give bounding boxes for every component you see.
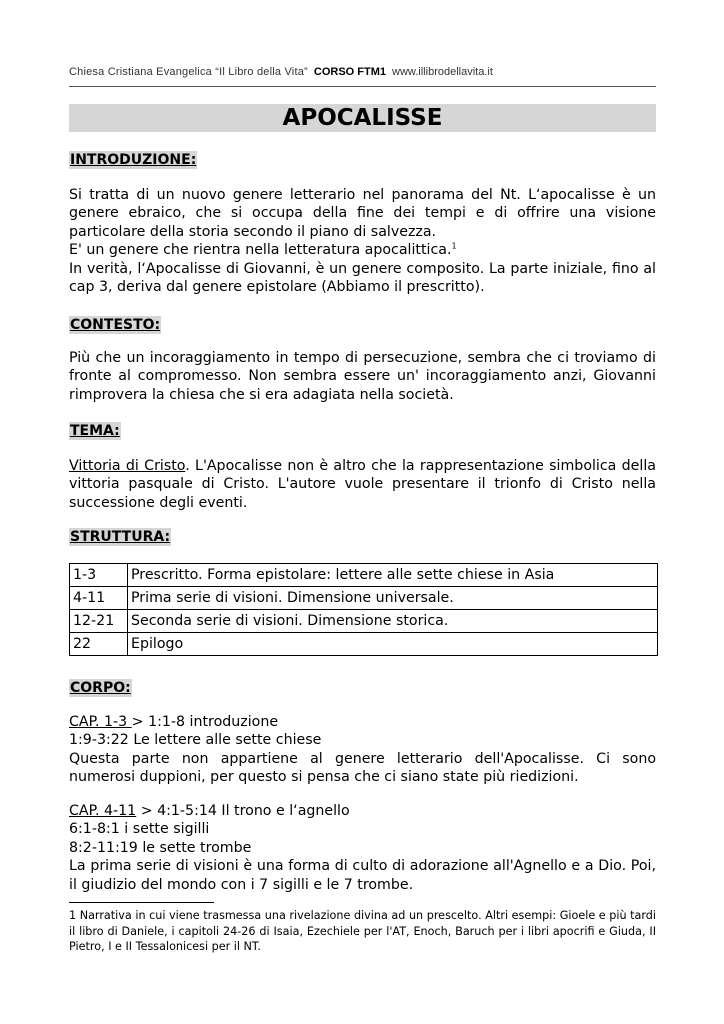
table-cell-desc: Seconda serie di visioni. Dimensione storica.	[128, 610, 658, 633]
heading-corpo: CORPO:	[70, 680, 131, 696]
footnote-num: 1	[69, 909, 77, 922]
footnote-ref[interactable]: 1	[451, 241, 457, 251]
table-cell-range: 22	[70, 633, 128, 656]
contesto-text	[69, 349, 656, 404]
header-course: CORSO FTM1	[313, 66, 387, 78]
table-row	[70, 633, 658, 656]
table-cell-desc: Prima serie di visioni. Dimensione universale.	[128, 587, 658, 610]
page-header	[69, 66, 656, 87]
cap1-intro: > 1:1-8 introduzione	[131, 714, 279, 730]
header-site: www.illibrodellavita.it	[392, 66, 493, 78]
cap2-line3: 8:2-11:19 le sette trombe	[69, 839, 252, 856]
footnote-divider	[69, 902, 214, 903]
cap2-label: CAP. 4-11	[69, 803, 137, 819]
struttura-table	[69, 563, 658, 656]
cap1-label: CAP. 1-3	[69, 714, 132, 730]
heading-struttura: STRUTTURA:	[70, 529, 171, 545]
footnote	[69, 908, 656, 955]
table-cell-desc: Epilogo	[128, 633, 658, 656]
cap2-intro: > 4:1-5:14 Il trono e l‘agnello	[136, 803, 350, 819]
table-row	[70, 587, 658, 610]
corpo-cap2	[69, 802, 656, 894]
heading-introduzione: INTRODUZIONE:	[70, 152, 197, 168]
heading-contesto: CONTESTO:	[70, 317, 161, 333]
tema-text	[69, 457, 656, 512]
heading-tema: TEMA:	[70, 423, 120, 439]
contesto-p1: Più che un incoraggiamento in tempo di persecuzione, sembra che ci troviamo di fronte al compromesso. Non sembra essere un' incoraggiamento anzi, Giovanni rimprovera la chiesa che si era adagiata nella società.	[69, 350, 656, 403]
corpo-cap1	[69, 713, 656, 787]
table-cell-range: 4-11	[70, 587, 128, 610]
introduzione-p1: Si tratta di un nuovo genere letterario nel panorama del Nt. L‘apocalisse è un genere ebraico, che si occupa della fine dei tempi e di offrire una visione particolare della storia secondo il piano di salvezza.	[69, 187, 656, 240]
tema-p1	[69, 457, 656, 512]
table-cell-range: 12-21	[70, 610, 128, 633]
introduzione-text	[69, 186, 656, 296]
cap1-text: Questa parte non appartiene al genere letterario dell'Apocalisse. Ci sono numerosi duppioni, per questo si pensa che ci siano state più riedizioni.	[69, 750, 656, 786]
cap2-line2: 6:1-8:1 i sette sigilli	[69, 821, 210, 838]
tema-rest: . L'Apocalisse non è altro che la rappresentazione simbolica della vittoria pasquale di Cristo. L'autore vuole presentare il trionfo di Cristo nella successione degli eventi.	[69, 458, 656, 511]
introduzione-p2-text: E' un genere che rientra nella letteratura apocalittica.	[69, 242, 452, 259]
cap2-text: La prima serie di visioni è una forma di culto di adorazione all'Agnello e a Dio. Poi, il giudizio del mondo con i 7 sigilli e le 7 trombe.	[69, 858, 656, 893]
table-cell-desc: Prescritto. Forma epistolare: lettere alle sette chiese in Asia	[128, 564, 658, 587]
cap1-line1	[69, 713, 656, 731]
header-church: Chiesa Cristiana Evangelica “Il Libro della Vita”	[69, 66, 308, 78]
introduzione-p2	[69, 241, 656, 259]
cap2-line1	[69, 802, 656, 820]
table-row	[70, 564, 658, 587]
tema-underlined: Vittoria di Cristo	[69, 458, 186, 474]
footnote-body: Narrativa in cui viene trasmessa una rivelazione divina ad un prescelto. Altri esempi: Gioele e più tardi il libro di Daniele, i capitoli 24-26 di Isaia, Ezechiele per l'AT, Enoch, Baruch per i libri apocrifi e Giuda, II Pietro, I e II Tessalonicesi per il NT.	[69, 909, 656, 953]
table-cell-range: 1-3	[70, 564, 128, 587]
cap1-line2: 1:9-3:22 Le lettere alle sette chiese	[69, 732, 322, 749]
table-row	[70, 610, 658, 633]
introduzione-p3: In verità, l‘Apocalisse di Giovanni, è un genere composito. La parte iniziale, fino al cap 3, deriva dal genere epistolare (Abbiamo il prescritto).	[69, 260, 656, 296]
footnote-text	[69, 908, 656, 955]
document-title: APOCALISSE	[69, 104, 656, 132]
